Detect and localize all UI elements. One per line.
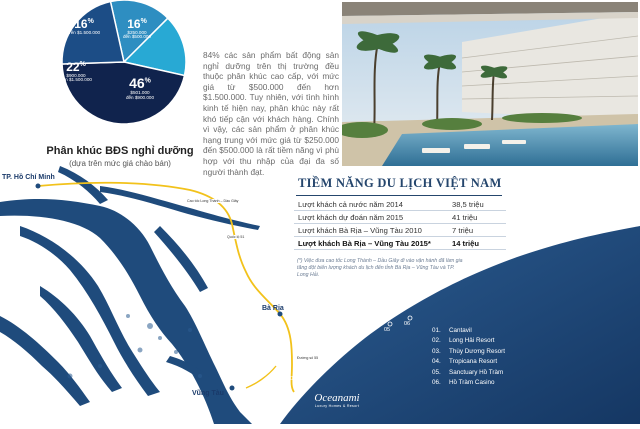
pie-label-501k-900k: 46% $501.000 đến $900.000 [125,75,155,100]
table-row [294,237,506,250]
hcm-marker [36,184,41,189]
pie-label-250k-500k: 16% $250.000 đến $500.000 [122,17,152,40]
ba-ria-marker [278,312,283,317]
row-value: 38,5 triệu [452,200,484,209]
row-value: 14 triệu [452,239,480,248]
tourism-divider [296,195,502,196]
price-segment-pie [0,0,200,150]
list-item: 05. Sanctuary Hồ Tràm [432,368,504,376]
label-vung-tau: Vũng Tàu [192,390,224,397]
label-ql51: Quốc lộ 51 [227,235,245,239]
oceanami-logo [302,392,372,408]
tourism-table [294,176,506,250]
label-highway: Cao tốc Long Thành – Dầu Giây [187,199,239,203]
row-label: Lượt khách Bà Rịa – Vũng Tàu 2015* [298,239,431,248]
list-item: 04. Tropicana Resort [432,358,498,366]
resort-legend [432,326,505,388]
label-road-55: Đường số 55 [297,356,319,360]
logo-name: Oceanami [314,392,360,404]
row-label: Lượt khách dự đoán năm 2015 [298,213,404,222]
marker-02: 02 [290,376,297,382]
label-long-hai: Long Hải [296,344,329,353]
vung-tau-marker [230,386,235,391]
list-item: 01. Cantavil [432,327,472,334]
resort-photo [342,2,638,166]
list-item: 06. Hồ Tràm Casino [432,379,495,387]
marker-04: 04 [312,360,319,366]
marker-06: 06 [404,321,411,327]
row-label: Lượt khách Bà Rịa – Vũng Tàu 2010 [298,226,422,235]
pie-title: Phân khúc BĐS nghỉ dưỡng [46,145,194,157]
logo-tagline: Luxury Homes & Resort [314,404,360,408]
tourism-title: TIỀM NĂNG DU LỊCH VIỆT NAM [298,176,502,190]
pie-label-900k-1500k: 22% $900.000 đến $1.500.000 [60,60,92,83]
marker-01: 01 [282,368,289,374]
intro-paragraph: 84% các sản phẩm bất động sản nghỉ dưỡng trên thị trường đều thuộc phân khúc cao cấp, với mức giá từ $500.000 đến hơn $1.500.000. Tuy nhiên, với tình hình kinh tế hiện nay, phân khúc này rất khó tiếp cận với khách hàng. Chính vì vậy, các sản phẩm ở phân khúc hạng trung với mức giá từ $250.000 đến $500.000 là rất tiềm năng vì phù hợp với thu nhập của đại đa số người thành đạt. [203,50,339,177]
label-ba-ria: Bà Rịa [262,305,284,312]
pie-label-over-1500k: 16% trên $1.500.000 [67,17,101,35]
table-row [294,198,506,211]
marker-05: 05 [384,327,391,333]
label-hcm: TP. Hồ Chí Minh [2,174,55,181]
table-row [294,211,506,224]
pie-subtitle: (dựa trên mức giá chào bán) [69,159,171,168]
tourism-footnote: (*) Việc đưa cao tốc Long Thành – Dầu Giây đi vào vận hành đã làm gia tăng đột biến lượng khách du lịch đến tỉnh Bà Rịa – Vũng Tàu và TP. Long Hải. [297,258,463,279]
row-value: 7 triệu [452,226,474,235]
marker-03: 03 [302,368,309,374]
table-row [294,224,506,237]
row-value: 41 triệu [452,213,478,222]
list-item: 03. Thùy Dương Resort [432,347,505,355]
row-label: Lượt khách cả nước năm 2014 [298,200,403,209]
list-item: 02. Long Hải Resort [432,337,495,345]
